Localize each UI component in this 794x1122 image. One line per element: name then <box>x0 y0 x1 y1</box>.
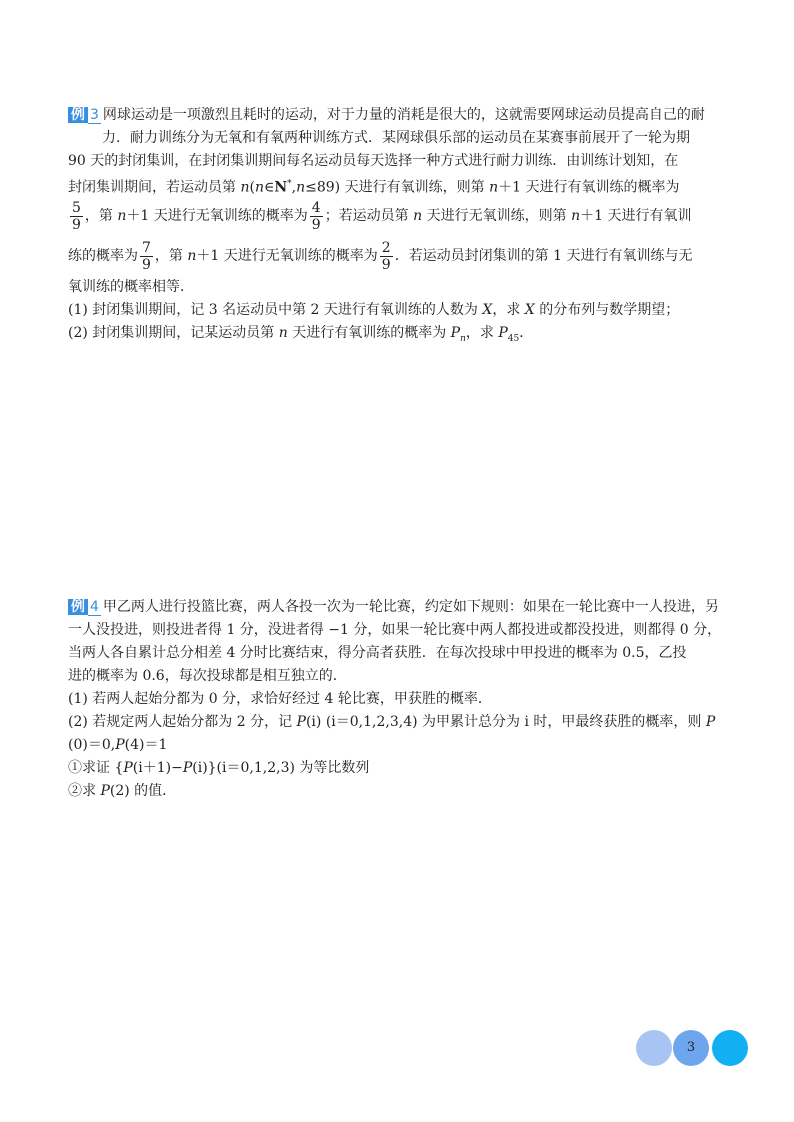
ex3-line-5: $\frac{5}{9}$ ，第 n＋1 天进行无氧训练的概率为 $\frac{4}{9}$ ；若运动员第 n 天进行无氧训练，则第 n＋1 天进行有氧训 <box>72 199 692 233</box>
ex3-line-7: 氧训练的概率相等． <box>68 279 194 295</box>
fraction: $\frac{4}{9}$ <box>311 199 321 233</box>
ex4-line-3: 当两人各自累计总分相差 4 分时比赛结束，得分高者获胜．在每次投球中甲投进的概率为 0.5，乙投 <box>68 645 687 661</box>
fraction: $\frac{5}{9}$ <box>72 199 81 233</box>
circle-decoration <box>636 1030 672 1066</box>
ex3-question-2: (2) 封闭集训期间，记某运动员第 n 天进行有氧训练的概率为 $P_n$，求 $P_{45}$． <box>68 325 534 344</box>
ex4-question-1: (1) 若两人起始分都为 0 分，求恰好经过 4 轮比赛，甲获胜的概率． <box>68 691 492 707</box>
ex3-question-1: (1) 封闭集训期间，记 3 名运动员中第 2 天进行有氧训练的人数为 X，求 X 的分布列与数学期望； <box>68 302 680 318</box>
circle-decoration <box>712 1030 748 1066</box>
ex4-subquestion-2: ②求 P(2) 的值． <box>68 783 177 799</box>
example-tag: 例 3 <box>68 106 101 124</box>
ex4-subquestion-1: ①求证 {P(i＋1)−P(i)}(i＝0,1,2,3) 为等比数列 <box>68 760 370 776</box>
ex4-line-1: 例 4 甲乙两人进行投篮比赛，两人各投一次为一轮比赛，约定如下规则：如果在一轮比赛中一人投进，另 <box>68 596 732 619</box>
ex4-question-2-cont: (0)＝0,P(4)＝1 <box>68 737 168 753</box>
ex4-line-4: 进的概率为 0.6，每次投球都是相互独立的． <box>68 668 347 684</box>
example-3 <box>68 104 732 345</box>
page-number-badge <box>636 1030 750 1066</box>
ex3-line-6: 练的概率为 $\frac{7}{9}$ ，第 n＋1 天进行无氧训练的概率为 $\frac{2}{9}$ ．若运动员封闭集训的第 1 天进行有氧训练与无 <box>68 239 693 273</box>
fraction: $\frac{7}{9}$ <box>142 239 151 273</box>
example-tag: 例 4 <box>68 598 101 616</box>
ex4-line-2: 一人没投进，则投进者得 1 分，没进者得 −1 分，如果一轮比赛中两人都投进或都没投进，则都得 0 分， <box>68 622 722 638</box>
ex3-line-4: 封闭集训期间，若运动员第 n(n∈N*,n≤89) 天进行有氧训练，则第 n＋1 天进行有氧训练的概率为 <box>68 179 680 196</box>
ex4-question-2: (2) 若规定两人起始分都为 2 分，记 P(i) (i＝0,1,2,3,4) 为甲累计总分为 i 时，甲最终获胜的概率，则 P <box>68 714 716 730</box>
ex3-line-3: 90 天的封闭集训，在封闭集训期间每名运动员每天选择一种方式进行耐力训练．由训练计划知，在 <box>68 153 679 169</box>
example-4 <box>68 596 732 803</box>
ex3-line-2: 力．耐力训练分为无氧和有氧两种训练方式．某网球俱乐部的运动员在某赛事前展开了一轮为期 <box>102 130 690 146</box>
fraction: $\frac{2}{9}$ <box>381 239 391 273</box>
page-number: 3 <box>686 1040 696 1055</box>
ex3-line-1: 例 3 网球运动是一项激烈且耗时的运动，对于力量的消耗是很大的，这就需要网球运动员提高自己的耐 <box>68 104 732 127</box>
